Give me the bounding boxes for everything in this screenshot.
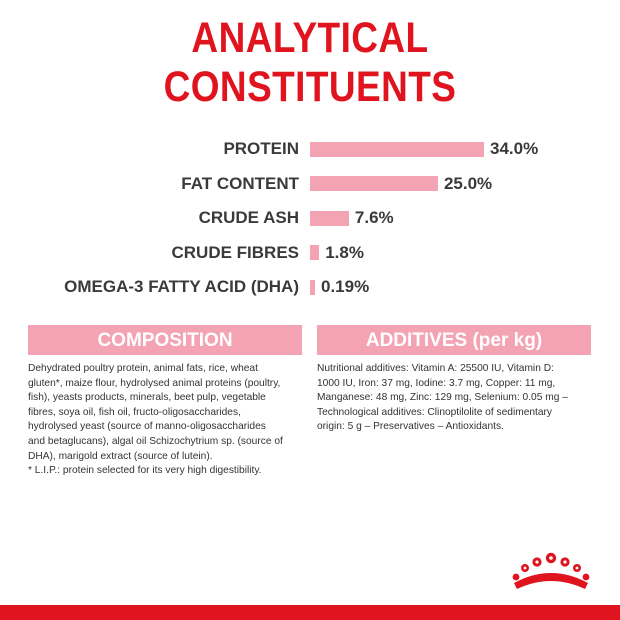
title-line-2: CONSTITUENTS (163, 63, 457, 111)
value-label: 0.19% (321, 277, 370, 296)
category-label: OMEGA-3 FATTY ACID (DHA) (64, 277, 299, 296)
bar (310, 176, 438, 191)
value-label: 34.0% (490, 139, 539, 158)
category-label: CRUDE ASH (198, 208, 299, 227)
additives-heading: ADDITIVES (per kg) (317, 325, 591, 355)
value-label: 25.0% (443, 173, 493, 193)
category-label: FAT CONTENT (181, 173, 299, 193)
royal-canin-crown-icon (511, 551, 591, 591)
bar (310, 211, 349, 226)
composition-text: Dehydrated poultry protein, animal fats, rice, wheat gluten*, maize flour, hydrolysed animal proteins (poultry, fish), yeasts products, minerals, beet pulp, vegetable fibres, soya oil, fish oil, fructo-oligosaccharides, hydrolysed yeast (source of manno-oligosaccharides and betaglucans), algal oil Schizochytrium sp. (source of DHA), marigold extract (source of lutein). * L.I.P.: protein selected for its very high digestibility. (28, 363, 283, 477)
bar (310, 280, 315, 295)
bar (310, 245, 319, 260)
brand-footer-band (0, 605, 620, 620)
additives-text: Nutritional additives: Vitamin A: 25500 IU, Vitamin D: 1000 IU, Iron: 37 mg, Iodine: 3.7 mg, Copper: 11 mg, Manganese: 48 mg, Zinc: 129 mg, Selenium: 0.05 mg – Technological additives: Clinoptilolite of sedimentary origin: 5 g – Preservatives – Antioxidants. (317, 363, 568, 433)
category-label: CRUDE FIBRES (171, 242, 299, 262)
title-line-1: ANALYTICAL (191, 14, 429, 62)
category-label: PROTEIN (223, 139, 299, 158)
composition-heading: COMPOSITION (28, 325, 302, 355)
value-label: 1.8% (325, 242, 364, 262)
bar (310, 142, 484, 157)
value-label: 7.6% (354, 208, 394, 227)
